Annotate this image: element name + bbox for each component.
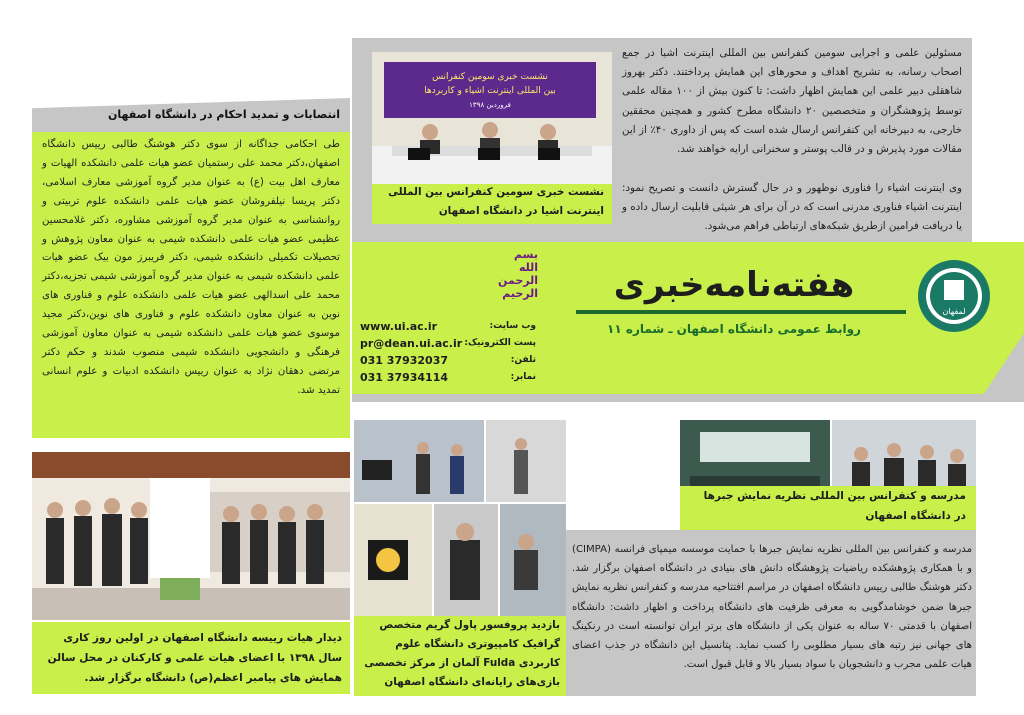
basmala-word-2: الله bbox=[518, 261, 538, 274]
university-logo bbox=[916, 258, 992, 334]
group-photo-illustration bbox=[32, 452, 350, 620]
lab-visit-illustration bbox=[354, 420, 566, 616]
fax-value: 031 37934114 bbox=[360, 371, 449, 384]
basmala-word-3: الرحمن bbox=[498, 274, 538, 287]
contact-label: پست الکترونیک: bbox=[464, 338, 536, 348]
visit-caption: دیدار هیات رییسه دانشگاه اصفهان در اولین روز کاری سال ۱۳۹۸ با اعضای هیات علمی و کارکنان در محل سالن همایش های پیامبر اعظم(ص) دانشگاه برگزار شد. bbox=[47, 632, 342, 684]
contact-label: نمابر: bbox=[510, 372, 536, 382]
basmala bbox=[474, 248, 538, 300]
fulda-caption: بازدید پروفسور پاول گریم متخصص گرافیک کامپیوتری دانشگاه علوم کاربردی Fulda آلمان از مرکز تخصصی بازی‌های رایانه‌ای دانشگاه اصفهان bbox=[364, 619, 560, 688]
logo-text: لمفهان bbox=[942, 307, 966, 316]
conference-caption: نشست خبری سومین کنفرانس بین المللی اینترنت اشیا در دانشگاه اصفهان bbox=[388, 186, 604, 217]
contact-email bbox=[360, 335, 536, 352]
masthead-subtitle: روابط عمومی دانشگاه اصفهان ـ شماره ۱۱ bbox=[607, 322, 861, 336]
contact-label: وب سایت: bbox=[489, 321, 536, 331]
contact-fax bbox=[360, 369, 536, 386]
basmala-word-4: الرحیم bbox=[502, 287, 538, 300]
basmala-word-1: بسم bbox=[514, 248, 538, 261]
conference-banner-line2: بین المللی اینترنت اشیاء و کاربردها bbox=[424, 86, 556, 96]
conference-banner-line3: فروردین ۱۳۹۸ bbox=[469, 101, 511, 109]
conference-banner-line1: نشست خبری سومین کنفرانس bbox=[432, 72, 548, 82]
conference-text: مسئولین علمی و اجرایی سومین کنفرانس بین المللی اینترنت اشیا در جمع اصحاب رسانه، به تشریح اهداف و محورهای این همایش پرداختند. دکتر بهروز شاهقلی دبیر علمی این همایش اظهار داشت: تا کنون بیش از ۱۰۰ مقاله علمی توسط پژوهشگران و متخصصین ۲۰ دانشگاه مطرح کشور و همچنین محققین خارجی، به دبیرخانه این کنفرانس ارسال شده است که پس از داوری ۴۰٪ از این مقالات مورد پذیرش و در قالب پوستر و سخنرانی ارایه خواهند شد. bbox=[622, 47, 963, 156]
cimpa-caption: مدرسه و کنفرانس بین المللی نظریه نمایش جبرها در دانشگاه اصفهان bbox=[703, 490, 966, 522]
cimpa-text: مدرسه و کنفرانس بین المللی نظریه نمایش جبرها با حمایت موسسه میمپای فرانسه (CIMPA) و با همکاری پژوهشکده ریاضیات پژوهشگاه دانش های بنیادی در دانشگاه اصفهان برگزار شد. دکتر هوشنگ طالبی رییس دانشگاه اصفهان در مراسم افتتاحیه مدرسه و کنفرانس نظریه نمایش جبرها ضمن خوشامدگویی به معرفی ظرفیت های دانشگاه پرداخت و اظهار داشت: دانشگاه اصفهان با قدمتی ۷۰ ساله به عنوان یکی از دانشگاه های برتر ایران توانسته است در رنکینگ های جهانی نیز رتبه های بسیار مطلوبی را کسب نماید. پتانسیل این دانشگاه در جذب اعضای هیات علمی مجرب و دانشجویان با سواد بسیار بالا و قابل قبول است. bbox=[572, 544, 972, 671]
conference-photo bbox=[372, 52, 612, 184]
conference-text-2: وی اینترنت اشیاء را فناوری نوظهور و در حال گسترش دانست و تصریح نمود: اینترنت اشیاء فناوری مدرنی است که در آن برای هر شیئی قابلیت ارسال داده و یا دریافت فرامین ازطریق شبکه‌های ارتباطی فراهم می‌شود. bbox=[622, 182, 962, 233]
website-link[interactable]: www.ui.ac.ir bbox=[360, 320, 438, 333]
contact-phone bbox=[360, 352, 536, 369]
university-emblem-icon bbox=[916, 258, 992, 334]
contact-website bbox=[360, 318, 536, 335]
appointments-heading: انتصابات و تمدید احکام در دانشگاه اصفهان bbox=[108, 108, 340, 121]
masthead-title: هفته‌نامه‌خبری bbox=[613, 265, 855, 305]
contact-label: تلفن: bbox=[510, 355, 536, 365]
fulda-collage bbox=[354, 420, 566, 616]
press-conference-illustration bbox=[372, 52, 612, 184]
email-link[interactable]: pr@dean.ui.ac.ir bbox=[360, 337, 463, 350]
appointments-text: طی احکامی جداگانه از سوی دکتر هوشنگ طالبی رییس دانشگاه اصفهان،دکتر محمد علی رستمیان عضو هیات علمی دانشکده الهیات و معارف اهل بیت (ع) به عنوان مدیر گروه آموزشی معارف اسلامی، دکتر پریسا نیلفروشان عضو هیات علمی دانشکده علوم تربیتی و روانشناسی به عنوان مدیر گروه آموزشی مشاوره، دکتر غلامحسین عظیمی عضو هیات علمی دانشکده شیمی به عنوان معاون پژوهش و تحصیلات تکمیلی دانشکده شیمی، دکتر فریبرز مون بیک عضو هیات علمی دانشکده شیمی به عنوان مدیر گروه آموزشی شیمی تجزیه،دکتر محمد علی اسدالهی عضو هیات علمی دانشکده علوم و فناوری های نوین به عنوان معاون دانشکده علوم و فناوری های نوین،دکتر مجید موسوی عضو هیات علمی دانشکده شیمی به عنوان معاون آموزشی فرهنگی و دانشجویی دانشکده شیمی منصوب شدند و حکم دکتر مرتضی دهقان نژاد به عنوان رییس دانشکده ادبیات و علوم انسانی تمدید شد. bbox=[42, 139, 340, 396]
visit-photo bbox=[32, 452, 350, 620]
phone-value: 031 37932037 bbox=[360, 354, 449, 367]
contact-block bbox=[360, 318, 536, 386]
masthead-underline bbox=[576, 310, 906, 314]
